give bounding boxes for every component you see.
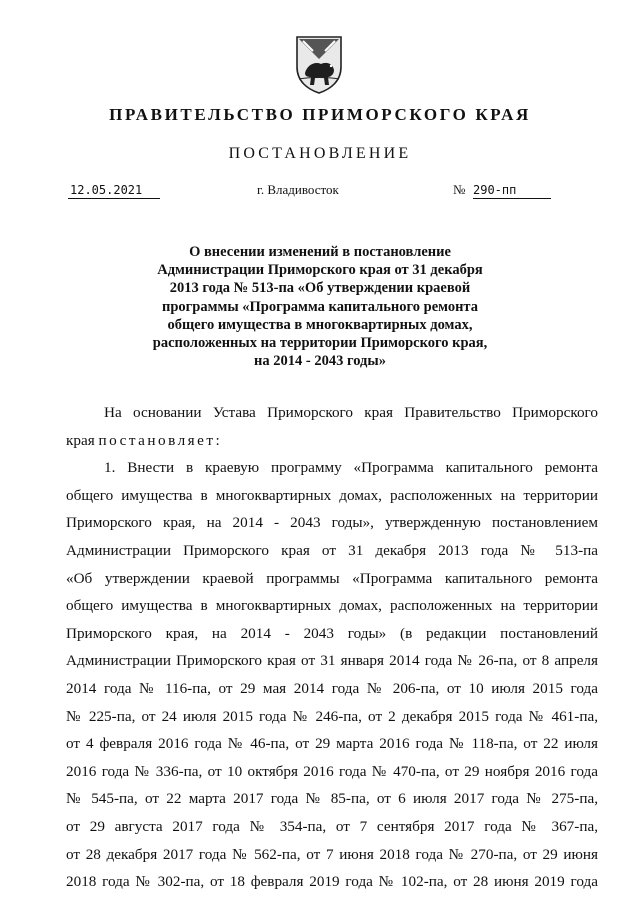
document-body xyxy=(66,399,598,896)
document-number: 290-пп xyxy=(473,182,551,199)
body-line: 2014 года № 116-па, от 29 мая 2014 года № 206-па, от 10 июля 2015 года xyxy=(66,679,598,697)
coat-of-arms-icon xyxy=(293,33,345,95)
body-text-fragment: края xyxy=(66,431,99,449)
body-line: 2018 года № 302-па, от 18 февраля 2019 года № 102-па, от 28 июня 2019 года xyxy=(66,873,598,891)
government-title: ПРАВИТЕЛЬСТВО ПРИМОРСКОГО КРАЯ xyxy=(109,105,531,124)
body-line: общего имущества в многоквартирных домах, расположенных на территории xyxy=(66,597,598,615)
body-line: Приморского края, на 2014 - 2043 годы», утвержденную постановлением xyxy=(66,514,598,532)
resolves-word: постановляет: xyxy=(98,431,223,449)
body-line: от 28 декабря 2017 года № 562-па, от 7 июня 2018 года № 270-па, от 29 июня xyxy=(66,845,598,863)
body-line: На основании Устава Приморского края Правительство Приморского xyxy=(104,404,598,421)
body-line: «Об утверждении краевой программы «Программа капитального ремонта xyxy=(66,569,598,587)
body-line: 1. Внести в краевую программу «Программа капитального ремонта xyxy=(104,459,598,477)
body-line: общего имущества в многоквартирных домах, расположенных на территории xyxy=(66,486,598,504)
document-date: 12.05.2021 xyxy=(68,182,160,199)
heading-line: Администрации Приморского края от 31 декабря xyxy=(157,262,483,279)
body-line: от 4 февраля 2016 года № 46-па, от 29 марта 2016 года № 118-па, от 22 июля xyxy=(66,735,598,753)
body-line: № 545-па, от 22 марта 2017 года № 85-па, от 6 июля 2017 года № 275-па, xyxy=(66,790,598,808)
document-type: ПОСТАНОВЛЕНИЕ xyxy=(228,145,412,162)
document-heading xyxy=(120,243,520,370)
heading-line: О внесении изменений в постановление xyxy=(189,244,451,260)
body-line: Администрации Приморского края от 31 января 2014 года № 26-па, от 8 апреля xyxy=(66,652,598,670)
body-line-resolves xyxy=(66,427,598,455)
heading-line: программы «Программа капитального ремонта xyxy=(162,298,478,315)
body-line: № 225-па, от 24 июля 2015 года № 246-па, от 2 декабря 2015 года № 461-па, xyxy=(66,707,598,725)
document-number-block xyxy=(453,182,551,198)
body-line: Администрации Приморского края от 31 декабря 2013 года № 513-па xyxy=(66,541,598,559)
heading-line: расположенных на территории Приморского края, xyxy=(152,335,488,352)
heading-line: на 2014 - 2043 годы» xyxy=(254,353,386,370)
body-line: Приморского края, на 2014 - 2043 годы» (в редакции постановлений xyxy=(66,624,598,642)
document-city: г. Владивосток xyxy=(257,182,339,197)
heading-line: 2013 года № 513-па «Об утверждении краевой xyxy=(169,280,471,297)
number-sign: № xyxy=(453,182,466,197)
body-line: от 29 августа 2017 года № 354-па, от 7 сентября 2017 года № 367-па, xyxy=(66,817,598,835)
body-line: 2016 года № 336-па, от 10 октября 2016 года № 470-па, от 29 ноября 2016 года xyxy=(66,762,598,780)
heading-line: общего имущества в многоквартирных домах, xyxy=(167,316,473,333)
